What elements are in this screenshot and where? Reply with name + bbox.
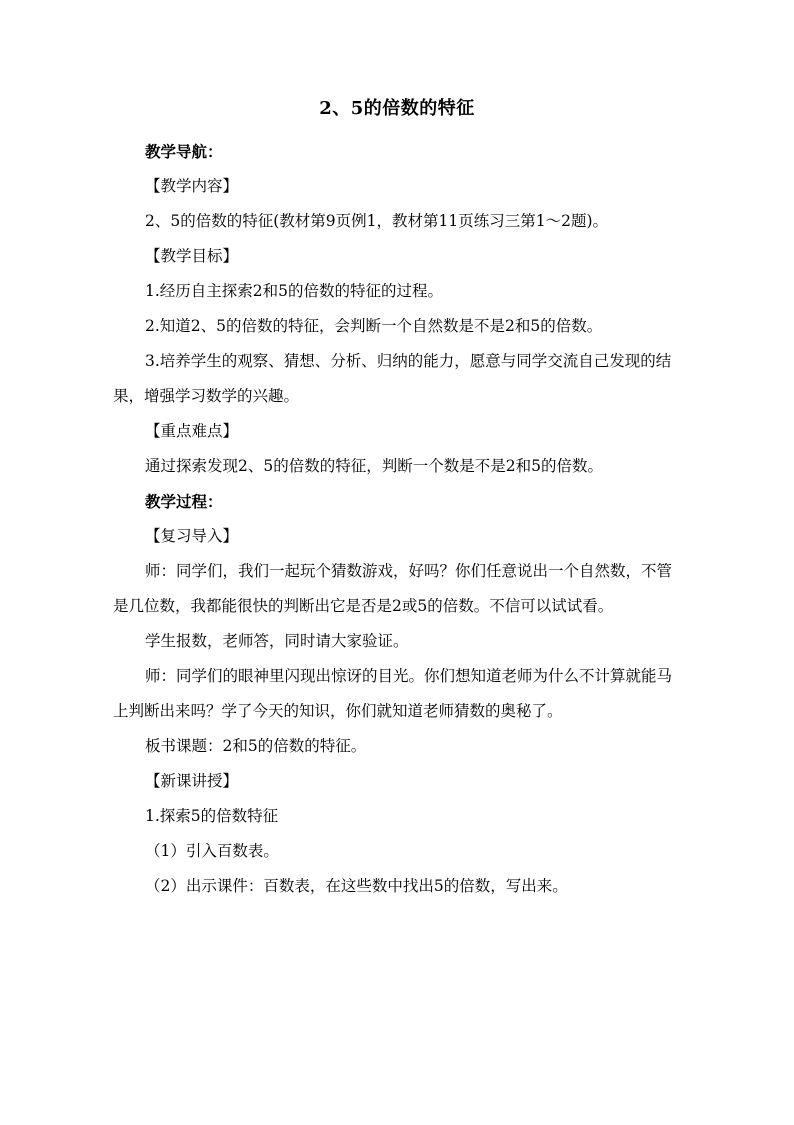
paragraph: 2、5的倍数的特征(教材第9页例1，教材第11页练习三第1～2题)。 [145, 212, 608, 230]
document-body [113, 134, 683, 904]
bracket-heading-objectives: 【教学目标】 [145, 247, 239, 265]
section-heading-teaching-guide: 教学导航： [145, 142, 223, 161]
paragraph: 师：同学们，我们一起玩个猜数游戏，好吗？你们任意说出一个自然数，不管是几位数，我都能很快的判断出它是否是2或5的倍数。不信可以试试看。 [113, 562, 673, 615]
bracket-heading-review: 【复习导入】 [145, 527, 239, 545]
paragraph: （2）出示课件：百数表，在这些数中找出5的倍数，写出来。 [145, 877, 568, 895]
paragraph: 学生报数，老师答，同时请大家验证。 [145, 632, 409, 650]
paragraph: （1）引入百数表。 [145, 842, 279, 860]
paragraph: 板书课题：2和5的倍数的特征。 [145, 737, 367, 755]
paragraph: 3.培养学生的观察、猜想、分析、归纳的能力，愿意与同学交流自己发现的结果，增强学习数学的兴趣。 [113, 352, 672, 405]
paragraph: 1.经历自主探索2和5的倍数的特征的过程。 [145, 282, 444, 300]
paragraph: 师：同学们的眼神里闪现出惊讶的目光。你们想知道老师为什么不计算就能马上判断出来吗？学了今天的知识，你们就知道老师猜数的奥秘了。 [113, 667, 673, 720]
bracket-heading-new-lesson: 【新课讲授】 [145, 772, 239, 790]
paragraph: 通过探索发现2、5的倍数的特征，判断一个数是不是2和5的倍数。 [145, 457, 603, 475]
bracket-heading-key-points: 【重点难点】 [145, 422, 239, 440]
paragraph: 1.探索5的倍数特征 [145, 807, 279, 825]
paragraph: 2.知道2、5的倍数的特征，会判断一个自然数是不是2和5的倍数。 [145, 317, 603, 335]
page-title: 2、5的倍数的特征 [319, 98, 475, 119]
section-heading-teaching-process: 教学过程： [145, 492, 223, 511]
bracket-heading-content: 【教学内容】 [145, 177, 239, 195]
